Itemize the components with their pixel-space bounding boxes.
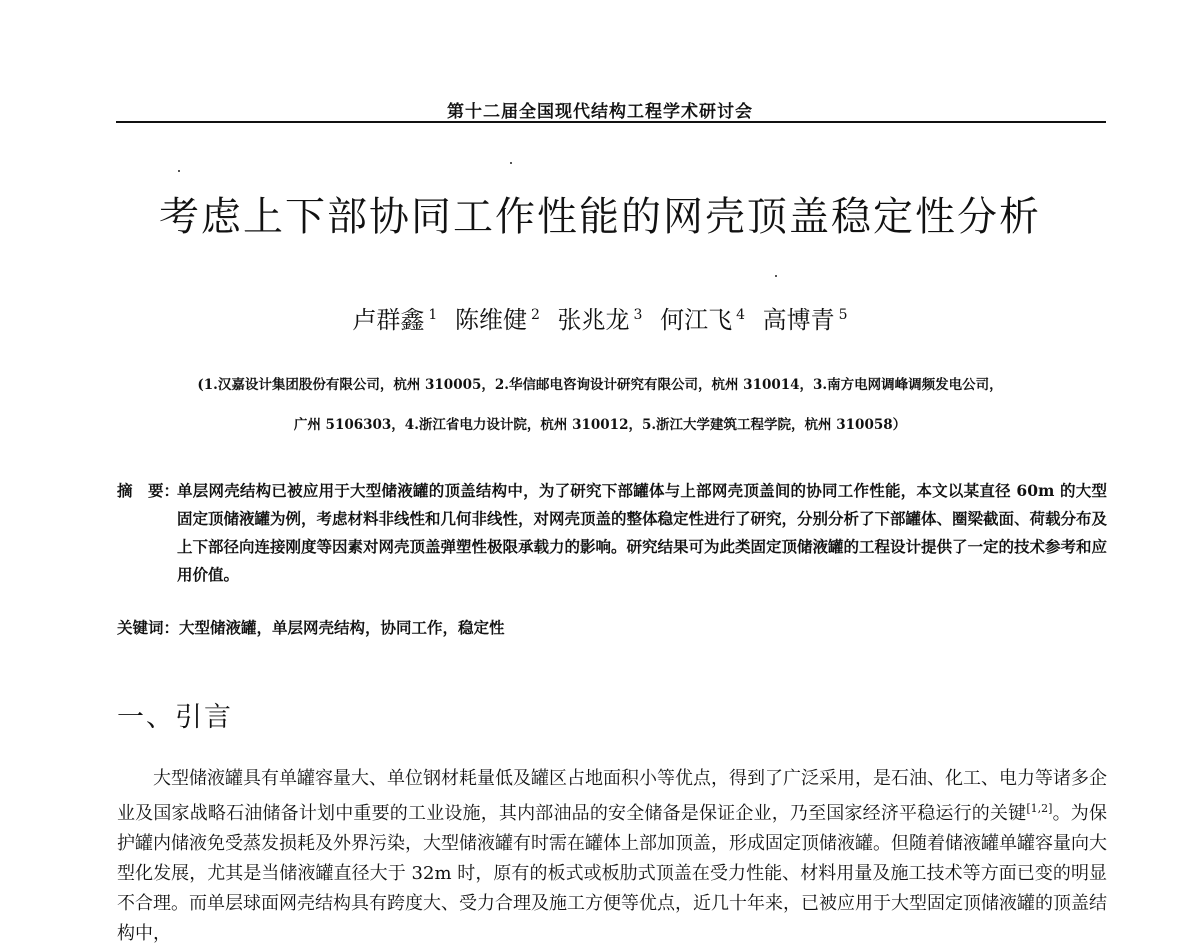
abstract-text: 单层网壳结构已被应用于大型储液罐的顶盖结构中，为了研究下部罐体与上部网壳顶盖间的协同工作性能，本文以某直径 60m 的大型固定顶储液罐为例，考虑材料非线性和几何非线性，对网壳顶盖的整体稳定性进行了研究，分别分析了下部罐体、圈梁截面、荷载分布及上下部径向连接刚度等因素对网壳顶盖弹塑性极限承载力的影响。研究结果可为此类固定顶储液罐的工程设计提供了一定的技术参考和应用价值。 [177, 481, 1108, 584]
scan-speck [510, 162, 512, 164]
keywords [117, 616, 1107, 638]
author: 张兆龙 $^3$ [557, 306, 643, 334]
body-paragraph: 大型储液罐具有单罐容量大、单位钢材耗量低及罐区占地面积小等优点，得到了广泛采用，是石油、化工、电力等诸多企业及国家战略石油储备计划中重要的工业设施，其内部油品的安全储备是保证企业，乃至国家经济平稳运行的关键[1,2]。为保护罐内储液免受蒸发损耗及外界污染，大型储液罐有时需在罐体上部加顶盖，形成固定顶储液罐。但随着储液罐单罐容量向大型化发展，尤其是当储液罐直径大于 32m 时，原有的板式或板肋式顶盖在受力性能、材料用量及施工技术等方面已变的明显不合理。而单层球面网壳结构具有跨度大、受力合理及施工方便等优点，近几十年来，已被应用于大型固定顶储液罐的顶盖结构中， [117, 768, 1107, 944]
paper-title: 考虑上下部协同工作性能的网壳顶盖稳定性分析 [159, 194, 1041, 240]
affiliation-line: (1.汉嘉设计集团股份有限公司，杭州 310005，2.华信邮电咨询设计研究有限公司，杭州 310014，3.南方电网调峰调频发电公司， [197, 377, 1003, 393]
author: 何江飞 $^4$ [660, 306, 746, 334]
author-list [0, 300, 1200, 335]
keywords-text: 大型储液罐，单层网壳结构，协同工作，稳定性 [179, 618, 505, 637]
author: 高博青 $^5$ [762, 306, 848, 334]
scan-speck [775, 275, 777, 277]
affiliation-line: 广州 5106303，4.浙江省电力设计院，杭州 310012，5.浙江大学建筑工程学院，杭州 310058） [293, 417, 907, 433]
abstract [117, 477, 1107, 589]
section-heading: 一、引言 [117, 702, 233, 733]
author: 陈维健 $^2$ [454, 306, 540, 334]
body-text [117, 764, 1107, 949]
author: 卢群鑫 $^1$ [352, 306, 438, 334]
header-rule [116, 121, 1106, 123]
keywords-label: 关键词： [117, 618, 180, 637]
citation-ref[interactable]: [1,2] [1026, 802, 1053, 815]
scan-speck [178, 170, 180, 172]
running-head: 第十二届全国现代结构工程学术研讨会 [447, 102, 753, 122]
abstract-label: 摘 要： [117, 481, 180, 500]
